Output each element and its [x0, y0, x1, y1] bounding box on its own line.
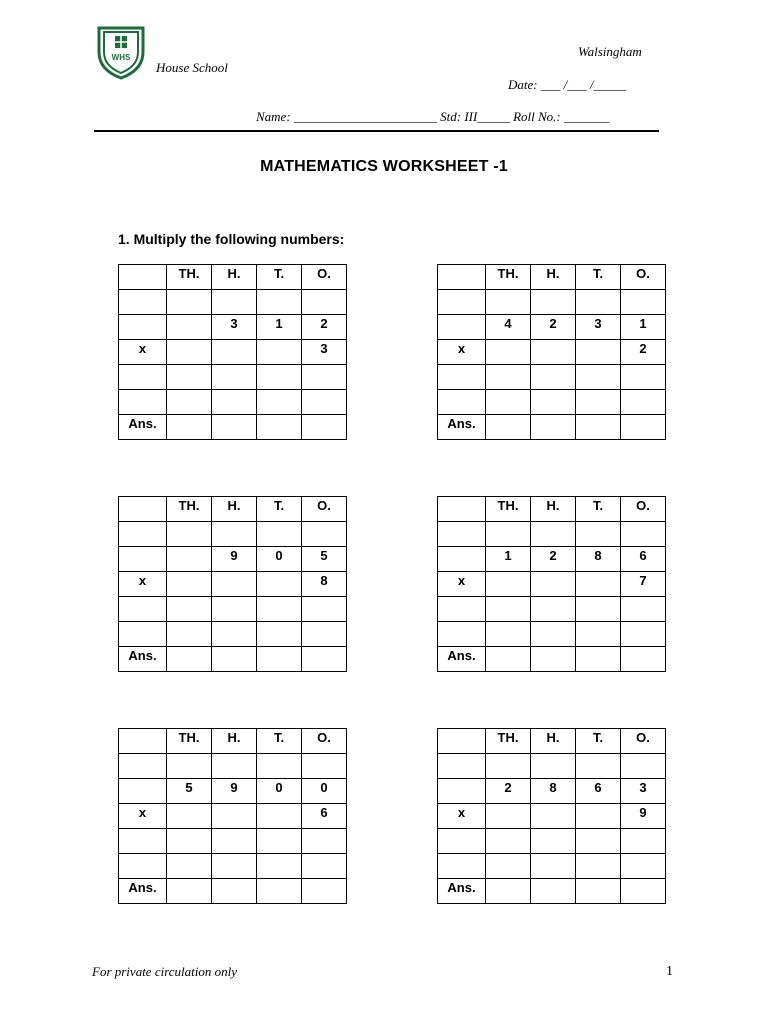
working-cell [438, 829, 486, 854]
column-header: H. [212, 497, 257, 522]
carry-cell[interactable] [576, 522, 621, 547]
working-row [438, 597, 666, 622]
column-header: T. [257, 497, 302, 522]
working-cell[interactable] [621, 365, 666, 390]
column-header: TH. [486, 729, 531, 754]
column-header: TH. [486, 265, 531, 290]
working-cell[interactable] [531, 829, 576, 854]
answer-row [119, 879, 347, 904]
digit-cell: 1 [486, 547, 531, 572]
operator-cell: x [438, 340, 486, 365]
digit-cell: 0 [257, 779, 302, 804]
multiplication-grid-3 [118, 496, 347, 672]
working-cell[interactable] [257, 854, 302, 879]
multiplier-digit-cell: 8 [302, 572, 347, 597]
digit-cell [531, 572, 576, 597]
header-row [119, 497, 347, 522]
working-cell [119, 622, 167, 647]
digit-cell [167, 315, 212, 340]
column-header: T. [576, 729, 621, 754]
multiplication-grid-6 [437, 728, 666, 904]
question-instruction: 1. Multiply the following numbers: [118, 231, 345, 247]
row-label-cell [119, 315, 167, 340]
carry-cell[interactable] [302, 522, 347, 547]
svg-text:WHS: WHS [111, 53, 131, 62]
answer-cell[interactable] [302, 647, 347, 672]
multiplication-grid-2 [437, 264, 666, 440]
answer-row [438, 879, 666, 904]
multiplicand-row [119, 547, 347, 572]
working-cell[interactable] [212, 365, 257, 390]
digit-cell [212, 572, 257, 597]
working-cell[interactable] [167, 829, 212, 854]
answer-cell[interactable] [212, 415, 257, 440]
working-cell[interactable] [302, 597, 347, 622]
digit-cell: 0 [302, 779, 347, 804]
working-cell [119, 390, 167, 415]
working-cell [438, 622, 486, 647]
working-cell[interactable] [486, 854, 531, 879]
multiplicand-row [438, 779, 666, 804]
digit-cell [576, 572, 621, 597]
carry-cell [438, 290, 486, 315]
working-cell[interactable] [576, 854, 621, 879]
working-row [119, 829, 347, 854]
carry-cell[interactable] [486, 290, 531, 315]
working-cell[interactable] [621, 829, 666, 854]
digit-cell [257, 340, 302, 365]
multiplier-digit-cell: 3 [302, 340, 347, 365]
working-cell[interactable] [167, 597, 212, 622]
working-cell[interactable] [257, 365, 302, 390]
working-cell[interactable] [531, 365, 576, 390]
working-cell[interactable] [257, 829, 302, 854]
working-cell[interactable] [576, 365, 621, 390]
student-details-line[interactable]: Name: ______________________ Std: III_____ Roll No.: _______ [256, 109, 610, 124]
digit-cell: 1 [257, 315, 302, 340]
multiplier-row [119, 572, 347, 597]
digit-cell: 1 [621, 315, 666, 340]
row-label-cell [438, 315, 486, 340]
digit-cell: 3 [576, 315, 621, 340]
working-cell[interactable] [576, 829, 621, 854]
column-header: T. [257, 729, 302, 754]
multiplier-digit-cell: 7 [621, 572, 666, 597]
carry-cell [438, 754, 486, 779]
carry-cell [119, 290, 167, 315]
working-cell[interactable] [212, 597, 257, 622]
multiplier-digit-cell: 2 [621, 340, 666, 365]
answer-cell[interactable] [257, 647, 302, 672]
working-row [438, 365, 666, 390]
digit-cell: 0 [257, 547, 302, 572]
digit-cell: 3 [212, 315, 257, 340]
answer-cell[interactable] [257, 415, 302, 440]
carry-cell[interactable] [167, 522, 212, 547]
operator-cell: x [438, 572, 486, 597]
carry-row [119, 522, 347, 547]
working-cell[interactable] [212, 829, 257, 854]
digit-cell [167, 804, 212, 829]
digit-cell [167, 340, 212, 365]
answer-cell[interactable] [621, 879, 666, 904]
answer-label: Ans. [119, 415, 167, 440]
row-label-cell [438, 779, 486, 804]
working-cell[interactable] [212, 854, 257, 879]
carry-cell[interactable] [531, 522, 576, 547]
digit-cell: 5 [302, 547, 347, 572]
working-cell[interactable] [621, 390, 666, 415]
working-cell [119, 597, 167, 622]
digit-cell [486, 572, 531, 597]
digit-cell: 2 [531, 315, 576, 340]
answer-cell[interactable] [576, 879, 621, 904]
carry-cell [119, 522, 167, 547]
carry-cell[interactable] [257, 522, 302, 547]
digit-cell: 8 [531, 779, 576, 804]
column-header: H. [531, 729, 576, 754]
answer-row [119, 647, 347, 672]
column-header: O. [302, 729, 347, 754]
column-header: TH. [167, 729, 212, 754]
answer-label: Ans. [438, 647, 486, 672]
working-row [119, 854, 347, 879]
school-crest-logo [93, 24, 149, 80]
digit-cell [486, 804, 531, 829]
carry-row [438, 290, 666, 315]
working-cell [438, 597, 486, 622]
column-header: O. [621, 729, 666, 754]
working-cell[interactable] [576, 622, 621, 647]
multiplicand-row [438, 547, 666, 572]
multiplier-digit-cell: 6 [302, 804, 347, 829]
school-name: House School [156, 60, 228, 75]
operator-cell: x [119, 572, 167, 597]
multiplication-grid-4 [437, 496, 666, 672]
operator-cell: x [119, 804, 167, 829]
working-cell[interactable] [531, 622, 576, 647]
working-cell [438, 365, 486, 390]
working-cell [119, 829, 167, 854]
working-cell [119, 365, 167, 390]
working-cell [119, 854, 167, 879]
multiplier-digit-cell: 9 [621, 804, 666, 829]
digit-cell: 6 [621, 547, 666, 572]
answer-cell[interactable] [257, 879, 302, 904]
digit-cell: 2 [302, 315, 347, 340]
footer-note: For private circulation only [92, 964, 238, 979]
column-header [119, 729, 167, 754]
working-cell[interactable] [167, 622, 212, 647]
working-row [438, 622, 666, 647]
carry-cell[interactable] [486, 522, 531, 547]
answer-label: Ans. [119, 647, 167, 672]
working-cell[interactable] [302, 622, 347, 647]
working-cell[interactable] [486, 829, 531, 854]
header-divider [94, 130, 659, 132]
working-cell[interactable] [576, 390, 621, 415]
working-cell[interactable] [531, 597, 576, 622]
column-header: O. [302, 497, 347, 522]
operator-cell: x [438, 804, 486, 829]
digit-cell [257, 572, 302, 597]
answer-cell[interactable] [576, 647, 621, 672]
digit-cell: 4 [486, 315, 531, 340]
digit-cell: 2 [531, 547, 576, 572]
digit-cell [257, 804, 302, 829]
answer-cell[interactable] [621, 647, 666, 672]
row-label-cell [119, 547, 167, 572]
working-cell[interactable] [531, 854, 576, 879]
carry-cell[interactable] [212, 522, 257, 547]
working-cell [438, 854, 486, 879]
column-header: H. [212, 265, 257, 290]
working-cell[interactable] [486, 390, 531, 415]
carry-cell[interactable] [302, 754, 347, 779]
carry-cell [119, 754, 167, 779]
multiplier-row [438, 340, 666, 365]
column-header: TH. [167, 497, 212, 522]
answer-cell[interactable] [621, 415, 666, 440]
multiplication-grid-5 [118, 728, 347, 904]
carry-row [119, 290, 347, 315]
column-header: O. [302, 265, 347, 290]
date-field[interactable]: Date: ___ /___ /_____ [508, 77, 627, 92]
carry-cell[interactable] [621, 754, 666, 779]
answer-label: Ans. [438, 879, 486, 904]
working-cell[interactable] [212, 622, 257, 647]
column-header [119, 265, 167, 290]
school-town: Walsingham [578, 44, 642, 59]
answer-cell[interactable] [576, 415, 621, 440]
column-header [438, 729, 486, 754]
answer-cell[interactable] [486, 415, 531, 440]
answer-cell[interactable] [302, 415, 347, 440]
working-cell[interactable] [576, 597, 621, 622]
multiplicand-row [438, 315, 666, 340]
carry-cell[interactable] [576, 754, 621, 779]
row-label-cell [119, 779, 167, 804]
digit-cell [212, 804, 257, 829]
carry-cell[interactable] [212, 754, 257, 779]
working-row [438, 854, 666, 879]
carry-cell[interactable] [257, 754, 302, 779]
column-header: TH. [167, 265, 212, 290]
multiplication-grid-1 [118, 264, 347, 440]
working-cell[interactable] [257, 597, 302, 622]
carry-cell[interactable] [167, 290, 212, 315]
working-cell[interactable] [621, 854, 666, 879]
working-cell[interactable] [531, 390, 576, 415]
header-row [438, 265, 666, 290]
working-cell [438, 390, 486, 415]
working-cell[interactable] [302, 390, 347, 415]
digit-cell [486, 340, 531, 365]
digit-cell [531, 340, 576, 365]
digit-cell: 9 [212, 779, 257, 804]
carry-cell[interactable] [302, 290, 347, 315]
working-cell[interactable] [167, 854, 212, 879]
carry-cell[interactable] [167, 754, 212, 779]
working-cell[interactable] [167, 365, 212, 390]
working-cell[interactable] [257, 622, 302, 647]
carry-row [119, 754, 347, 779]
digit-cell [167, 572, 212, 597]
digit-cell [531, 804, 576, 829]
working-cell[interactable] [486, 622, 531, 647]
carry-cell[interactable] [257, 290, 302, 315]
carry-cell[interactable] [576, 290, 621, 315]
multiplicand-row [119, 315, 347, 340]
answer-row [119, 415, 347, 440]
answer-cell[interactable] [212, 879, 257, 904]
answer-cell[interactable] [486, 879, 531, 904]
working-row [119, 597, 347, 622]
carry-cell[interactable] [486, 754, 531, 779]
working-cell[interactable] [167, 390, 212, 415]
digit-cell [212, 340, 257, 365]
answer-row [438, 415, 666, 440]
digit-cell: 9 [212, 547, 257, 572]
carry-row [438, 522, 666, 547]
worksheet-title: MATHEMATICS WORKSHEET -1 [260, 158, 508, 175]
column-header: H. [531, 497, 576, 522]
carry-cell [438, 522, 486, 547]
working-cell[interactable] [257, 390, 302, 415]
carry-cell[interactable] [621, 290, 666, 315]
answer-cell[interactable] [531, 415, 576, 440]
operator-cell: x [119, 340, 167, 365]
digit-cell: 6 [576, 779, 621, 804]
multiplier-row [438, 572, 666, 597]
multiplicand-row [119, 779, 347, 804]
answer-cell[interactable] [167, 879, 212, 904]
working-row [438, 829, 666, 854]
carry-cell[interactable] [531, 290, 576, 315]
working-row [119, 365, 347, 390]
working-cell[interactable] [302, 854, 347, 879]
answer-cell[interactable] [531, 879, 576, 904]
multiplier-row [119, 340, 347, 365]
carry-cell[interactable] [212, 290, 257, 315]
row-label-cell [438, 547, 486, 572]
answer-label: Ans. [119, 879, 167, 904]
page-number: 1 [666, 964, 673, 979]
column-header: H. [531, 265, 576, 290]
digit-cell [576, 804, 621, 829]
working-cell[interactable] [621, 622, 666, 647]
digit-cell [167, 547, 212, 572]
working-cell[interactable] [486, 597, 531, 622]
header-row [438, 497, 666, 522]
answer-cell[interactable] [212, 647, 257, 672]
column-header: H. [212, 729, 257, 754]
column-header: TH. [486, 497, 531, 522]
digit-cell: 8 [576, 547, 621, 572]
working-row [119, 622, 347, 647]
digit-cell: 2 [486, 779, 531, 804]
column-header [438, 497, 486, 522]
working-cell[interactable] [621, 597, 666, 622]
digit-cell: 5 [167, 779, 212, 804]
working-cell[interactable] [486, 365, 531, 390]
answer-cell[interactable] [167, 415, 212, 440]
digit-cell [576, 340, 621, 365]
answer-cell[interactable] [486, 647, 531, 672]
answer-cell[interactable] [167, 647, 212, 672]
column-header: O. [621, 265, 666, 290]
column-header [119, 497, 167, 522]
column-header: T. [576, 497, 621, 522]
answer-label: Ans. [438, 415, 486, 440]
working-cell[interactable] [212, 390, 257, 415]
working-cell[interactable] [302, 829, 347, 854]
multiplier-row [438, 804, 666, 829]
header-row [438, 729, 666, 754]
column-header: T. [576, 265, 621, 290]
column-header [438, 265, 486, 290]
working-row [119, 390, 347, 415]
working-cell[interactable] [302, 365, 347, 390]
header-row [119, 729, 347, 754]
answer-cell[interactable] [302, 879, 347, 904]
column-header: O. [621, 497, 666, 522]
digit-cell: 3 [621, 779, 666, 804]
answer-row [438, 647, 666, 672]
column-header: T. [257, 265, 302, 290]
answer-cell[interactable] [531, 647, 576, 672]
carry-cell[interactable] [531, 754, 576, 779]
carry-row [438, 754, 666, 779]
carry-cell[interactable] [621, 522, 666, 547]
header-row [119, 265, 347, 290]
working-row [438, 390, 666, 415]
multiplier-row [119, 804, 347, 829]
